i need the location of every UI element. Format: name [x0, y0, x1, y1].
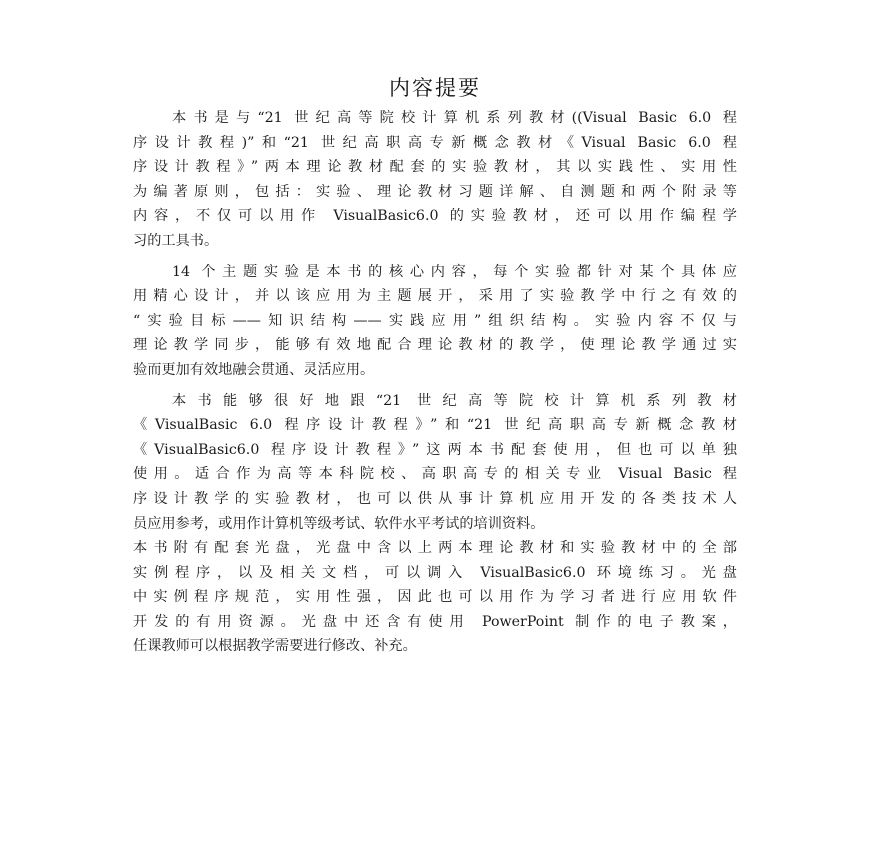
text-line: 本书附有配套光盘，光盘中含以上两本理论教材和实验教材中的全部	[133, 540, 737, 557]
text-line: 《VisualBasic6.0 程序设计教程》”这两本书配套使用，但也可以单独	[133, 441, 737, 458]
text-line: 理论教学同步，能够有效地配合理论教材的教学，使理论教学通过实	[133, 337, 737, 354]
text-line: 为编著原则，包括：实验、理论教材习题详解、自测题和两个附录等	[133, 183, 737, 200]
paragraph-4	[133, 536, 737, 659]
text-line: 实例程序，以及相关文档，可以调入 VisualBasic6.0 环境练习。光盘	[133, 564, 737, 581]
text-line: 14 个主题实验是本书的核心内容，每个实验都针对某个具体应	[172, 263, 737, 280]
page-title: 内容提要	[389, 76, 481, 100]
text-line: 《VisualBasic 6.0 程序设计教程》”和“21 世纪高职高专新概念教材	[133, 417, 737, 434]
text-line: 本书能够很好地跟“21 世纪高等院校计算机系列教材	[172, 392, 737, 409]
paragraph-1	[133, 106, 737, 254]
text-line: 使用。适合作为高等本科院校、高职高专的相关专业 Visual Basic 程	[133, 466, 737, 483]
text-line: 序设计教学的实验教材，也可以供从事计算机应用开发的各类技术人	[133, 490, 737, 507]
paragraph-2	[133, 260, 737, 383]
text-line: 序设计教程》”两本理论教材配套的实验教材，其以实践性、实用性	[133, 159, 737, 176]
text-line: 中实例程序规范，实用性强，因此也可以用作为学习者进行应用软件	[133, 589, 737, 606]
text-line: 用精心设计，并以该应用为主题展开，采用了实验教学中行之有效的	[133, 288, 737, 305]
text-line: 内容，不仅可以用作 VisualBasic6.0 的实验教材，还可以用作编程学	[133, 208, 737, 225]
text-line: 验而更加有效地融会贯通、灵活应用。	[133, 361, 375, 378]
text-line: 习的工具书。	[133, 232, 219, 249]
paragraph-3	[133, 389, 737, 537]
document-body	[133, 106, 737, 659]
text-line: 开发的有用资源。光盘中还含有使用 PowerPoint 制作的电子教案，	[133, 613, 737, 630]
text-line: 序设计教程)”和“21 世纪高职高专新概念教材《Visual Basic 6.0 程	[133, 134, 737, 151]
text-line: 本书是与“21 世纪高等院校计算机系列教材((Visual Basic 6.0 程	[172, 110, 737, 126]
text-line: “实验目标——知识结构——实践应用”组织结构。实验内容不仅与	[133, 312, 737, 329]
text-line: 任课教师可以根据教学需要进行修改、补充。	[133, 638, 417, 655]
text-line: 员应用参考，或用作计算机等级考试、软件水平考试的培训资料。	[133, 515, 545, 532]
